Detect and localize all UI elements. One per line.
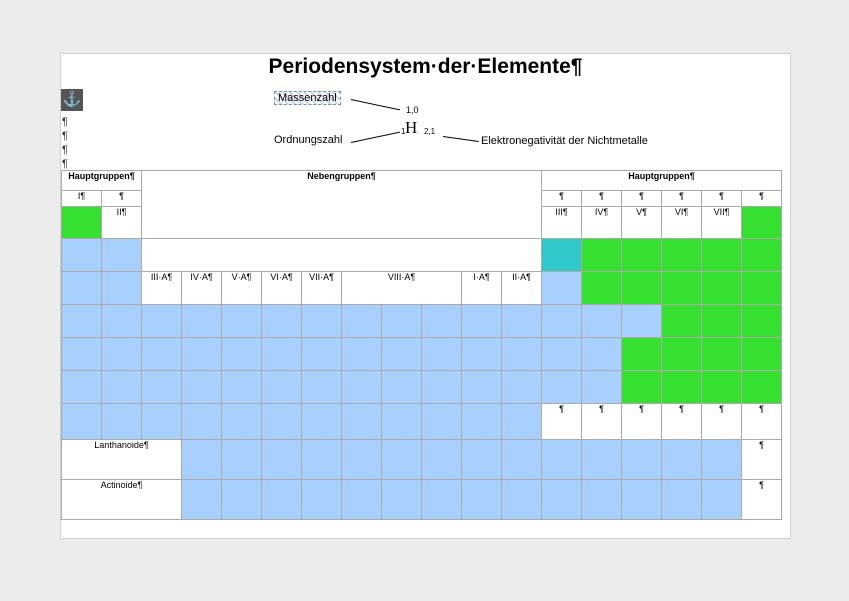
empty-cell: ¶ (582, 191, 622, 207)
element-cell (422, 371, 462, 404)
pilcrow-mark: ¶ (62, 144, 68, 156)
element-cell (142, 371, 182, 404)
element-cell (222, 338, 262, 371)
element-cell (302, 404, 342, 440)
element-cell (622, 338, 662, 371)
element-cell (62, 338, 102, 371)
element-cell (422, 338, 462, 371)
element-cell (702, 440, 742, 480)
element-cell (182, 480, 222, 520)
element-cell (582, 338, 622, 371)
element-cell (622, 305, 662, 338)
element-cell (102, 272, 142, 305)
group-label: IV¶ (582, 207, 622, 239)
legend-arrow (351, 132, 400, 143)
element-cell (502, 480, 542, 520)
element-cell (422, 305, 462, 338)
empty-cell: ¶ (742, 191, 782, 207)
element-cell (662, 371, 702, 404)
element-cell (542, 239, 582, 272)
element-cell (742, 239, 782, 272)
element-cell (382, 371, 422, 404)
element-cell (342, 338, 382, 371)
element-cell (502, 371, 542, 404)
element-cell (662, 239, 702, 272)
empty-cell: ¶ (742, 404, 782, 440)
empty-cell: ¶ (702, 404, 742, 440)
main-groups-left-header: Hauptgruppen¶ (62, 171, 142, 191)
element-cell (222, 371, 262, 404)
group-label: II¶ (102, 207, 142, 239)
empty-cell: ¶ (742, 480, 782, 520)
empty-cell: ¶ (662, 191, 702, 207)
element-cell (382, 305, 422, 338)
legend-z-label: Ordnungszahl (274, 134, 343, 146)
subgroup-label: I·A¶ (462, 272, 502, 305)
element-cell (462, 404, 502, 440)
subgroup-label: VI·A¶ (262, 272, 302, 305)
legend-en-label: Elektronegativität der Nichtmetalle (481, 135, 648, 147)
element-cell (622, 480, 662, 520)
element-cell (702, 239, 742, 272)
document-page (60, 53, 791, 539)
element-cell (342, 371, 382, 404)
group-label: V¶ (622, 207, 662, 239)
element-cell (582, 480, 622, 520)
element-cell (422, 480, 462, 520)
group-label: I¶ (62, 191, 102, 207)
element-cell (102, 305, 142, 338)
subgroup-label: IV·A¶ (182, 272, 222, 305)
element-cell (582, 305, 622, 338)
element-cell (182, 440, 222, 480)
element-cell (462, 305, 502, 338)
empty-cell: ¶ (542, 191, 582, 207)
element-cell (582, 239, 622, 272)
element-cell (622, 272, 662, 305)
element-cell (742, 371, 782, 404)
element-cell (662, 272, 702, 305)
legend-arrow (443, 136, 479, 142)
element-cell (182, 371, 222, 404)
element-cell (342, 305, 382, 338)
empty-cell: ¶ (702, 191, 742, 207)
element-cell (422, 404, 462, 440)
element-cell (542, 272, 582, 305)
empty-cell: ¶ (622, 404, 662, 440)
element-cell (342, 440, 382, 480)
element-cell (222, 480, 262, 520)
element-cell (62, 305, 102, 338)
element-cell (742, 207, 782, 239)
element-cell (382, 440, 422, 480)
element-cell (742, 272, 782, 305)
element-cell (462, 440, 502, 480)
element-cell (622, 440, 662, 480)
empty-cell: ¶ (582, 404, 622, 440)
subgroup-label: III·A¶ (142, 272, 182, 305)
main-groups-right-header: Hauptgruppen¶ (542, 171, 782, 191)
element-cell (342, 404, 382, 440)
subgroup-label: VII·A¶ (302, 272, 342, 305)
element-cell (62, 404, 102, 440)
legend-en-value: 2,1 (424, 127, 436, 136)
element-cell (662, 305, 702, 338)
element-cell (622, 371, 662, 404)
element-cell (422, 440, 462, 480)
element-cell (222, 305, 262, 338)
element-cell (702, 305, 742, 338)
element-cell (462, 480, 502, 520)
element-cell (102, 371, 142, 404)
element-cell (542, 338, 582, 371)
subgroup-label: V·A¶ (222, 272, 262, 305)
element-cell (62, 239, 102, 272)
element-cell (302, 338, 342, 371)
element-cell (462, 371, 502, 404)
actinoids-label: Actinoide¶ (62, 480, 182, 520)
element-cell (302, 371, 342, 404)
legend-mass-value: 1,0 (406, 105, 419, 115)
element-cell (382, 480, 422, 520)
element-cell (222, 404, 262, 440)
element-cell (462, 338, 502, 371)
element-cell (62, 207, 102, 239)
element-cell (742, 338, 782, 371)
element-cell (142, 338, 182, 371)
element-cell (622, 239, 662, 272)
element-cell (142, 404, 182, 440)
element-cell (542, 371, 582, 404)
element-cell (302, 480, 342, 520)
element-cell (582, 371, 622, 404)
element-cell (262, 404, 302, 440)
element-cell (542, 440, 582, 480)
subgroup-label: II·A¶ (502, 272, 542, 305)
element-cell (382, 338, 422, 371)
element-cell (662, 480, 702, 520)
element-cell (102, 404, 142, 440)
element-cell (262, 305, 302, 338)
empty-cell: ¶ (102, 191, 142, 207)
element-cell (302, 305, 342, 338)
element-cell (702, 338, 742, 371)
legend-symbol: H (405, 118, 418, 137)
element-cell (342, 480, 382, 520)
empty-cell: ¶ (662, 404, 702, 440)
element-cell (262, 338, 302, 371)
element-cell (62, 371, 102, 404)
element-cell (502, 440, 542, 480)
empty-cell (142, 239, 542, 272)
element-cell (142, 305, 182, 338)
element-cell (582, 440, 622, 480)
element-cell (702, 272, 742, 305)
element-cell (62, 272, 102, 305)
element-cell (582, 272, 622, 305)
pilcrow-mark: ¶ (62, 130, 68, 142)
group-label: VII¶ (702, 207, 742, 239)
element-cell (502, 338, 542, 371)
page-title: Periodensystem·der·Elemente¶ (268, 55, 583, 78)
pilcrow-mark: ¶ (62, 158, 68, 170)
pilcrow-mark: ¶ (62, 116, 68, 128)
empty-cell: ¶ (622, 191, 662, 207)
group-label: III¶ (542, 207, 582, 239)
legend-z-value: 1 (401, 127, 406, 136)
empty-cell: ¶ (742, 440, 782, 480)
anchor-icon[interactable]: ⚓ (61, 89, 83, 111)
element-cell (302, 440, 342, 480)
element-cell (222, 440, 262, 480)
element-cell (262, 371, 302, 404)
periodic-table (61, 170, 782, 520)
element-cell (742, 305, 782, 338)
legend-arrow (351, 99, 400, 110)
empty-cell: ¶ (542, 404, 582, 440)
element-cell (502, 404, 542, 440)
lanthanoids-label: Lanthanoide¶ (62, 440, 182, 480)
legend-mass-label[interactable]: Massenzahl (274, 91, 341, 105)
group-label: VI¶ (662, 207, 702, 239)
element-cell (662, 338, 702, 371)
element-cell (662, 440, 702, 480)
element-cell (262, 480, 302, 520)
element-cell (102, 239, 142, 272)
element-cell (182, 305, 222, 338)
element-cell (702, 480, 742, 520)
element-cell (262, 440, 302, 480)
element-cell (502, 305, 542, 338)
element-cell (102, 338, 142, 371)
element-cell (382, 404, 422, 440)
subgroups-header: Nebengruppen¶ (142, 171, 542, 239)
element-cell (702, 371, 742, 404)
element-cell (542, 305, 582, 338)
element-cell (182, 338, 222, 371)
element-cell (542, 480, 582, 520)
subgroup-label: VIII·A¶ (342, 272, 462, 305)
element-cell (182, 404, 222, 440)
